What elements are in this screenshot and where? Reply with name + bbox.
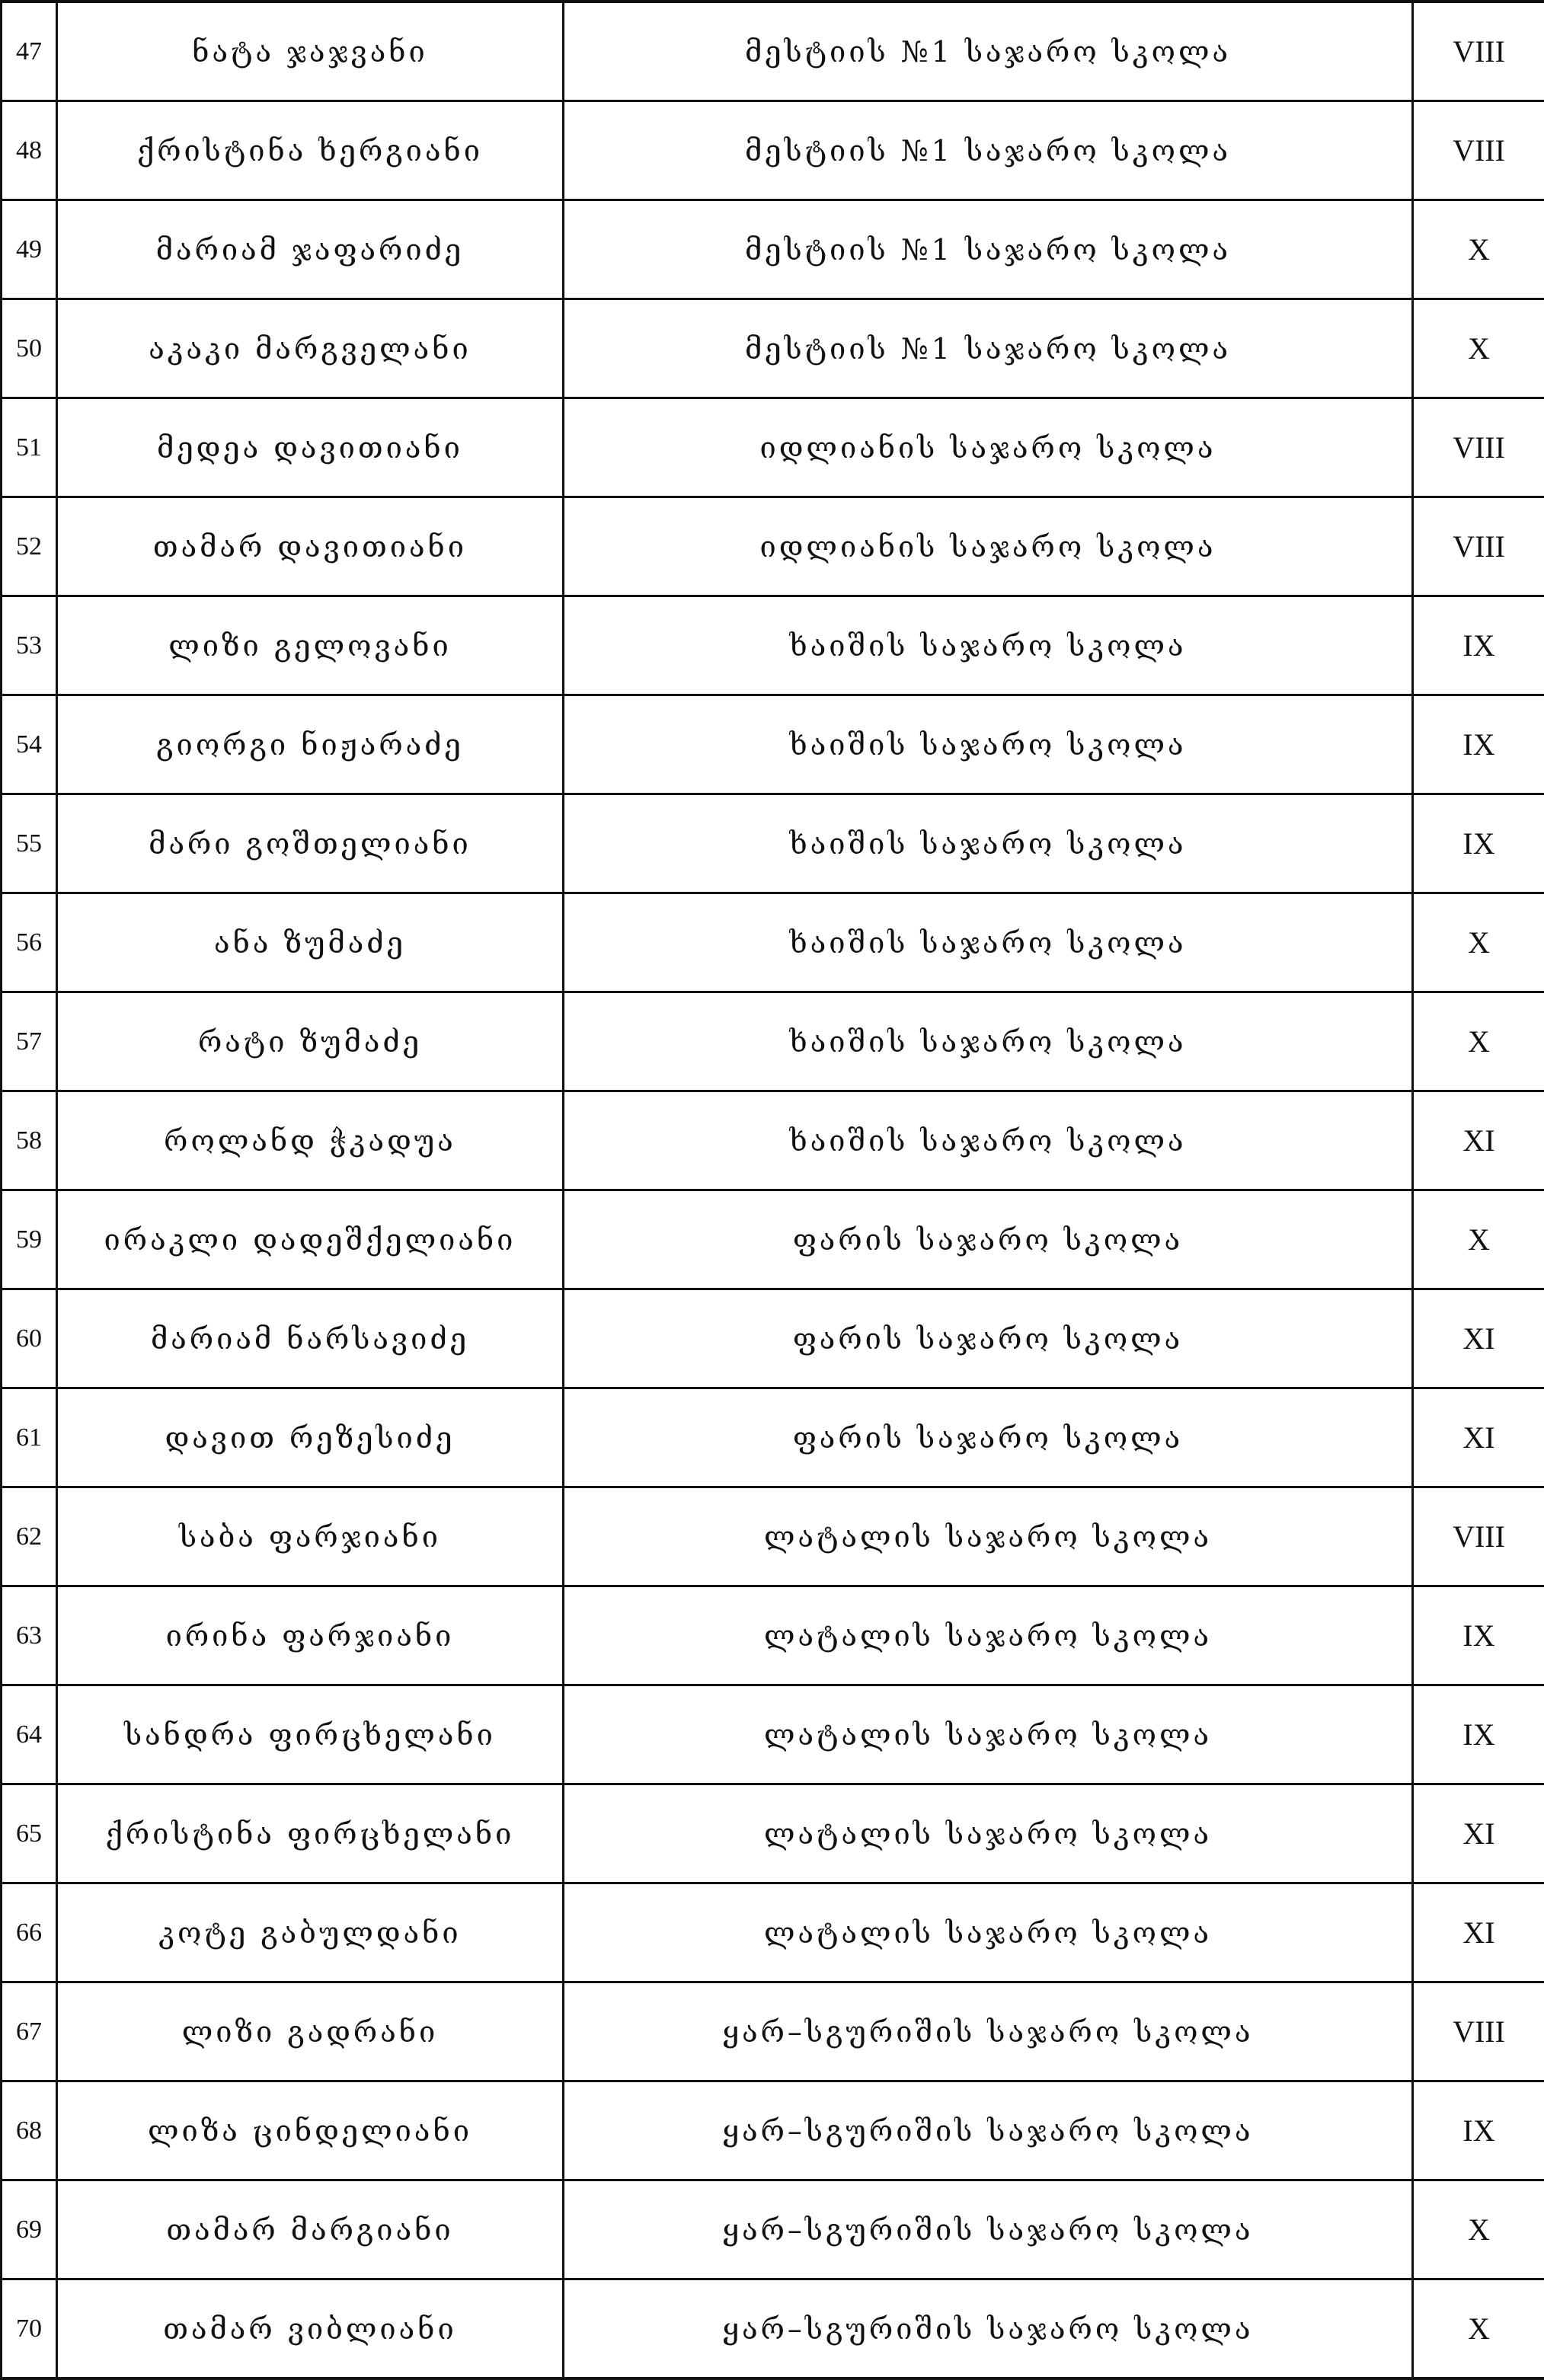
row-number-cell: 56 [2, 893, 57, 992]
table-row [2, 596, 1544, 695]
student-name-cell: ანა ზუმაძე [57, 893, 564, 992]
table-row [2, 497, 1544, 596]
grade-cell: IX [1413, 596, 1544, 695]
student-name-cell: მედეა დავითიანი [57, 398, 564, 497]
row-number-cell: 51 [2, 398, 57, 497]
student-name-cell: ქრისტინა ფირცხელანი [57, 1784, 564, 1883]
student-name-cell: მარი გოშთელიანი [57, 794, 564, 893]
student-name-cell: საბა ფარჯიანი [57, 1487, 564, 1586]
school-name-cell: ყარ–სგურიშის საჯარო სკოლა [564, 2180, 1413, 2279]
table-row [2, 1784, 1544, 1883]
grade-cell: XI [1413, 1784, 1544, 1883]
table-row [2, 1586, 1544, 1685]
student-name-cell: მარიამ ჯაფარიძე [57, 200, 564, 299]
row-number-cell: 64 [2, 1685, 57, 1784]
table-row [2, 2180, 1544, 2279]
student-name-cell: ლიზა ცინდელიანი [57, 2081, 564, 2180]
table-row [2, 1685, 1544, 1784]
row-number-cell: 53 [2, 596, 57, 695]
table-row [2, 1388, 1544, 1487]
table-row [2, 1091, 1544, 1190]
grade-cell: XI [1413, 1388, 1544, 1487]
table-row [2, 893, 1544, 992]
school-name-cell: ლატალის საჯარო სკოლა [564, 1784, 1413, 1883]
table-row [2, 2, 1544, 101]
grade-cell: X [1413, 200, 1544, 299]
student-name-cell: ნატა ჯაჯვანი [57, 2, 564, 101]
student-name-cell: თამარ მარგიანი [57, 2180, 564, 2279]
school-name-cell: ლატალის საჯარო სკოლა [564, 1586, 1413, 1685]
grade-cell: X [1413, 299, 1544, 398]
student-name-cell: კოტე გაბულდანი [57, 1883, 564, 1982]
row-number-cell: 65 [2, 1784, 57, 1883]
school-name-cell: ხაიშის საჯარო სკოლა [564, 893, 1413, 992]
table-row [2, 794, 1544, 893]
grade-cell: VIII [1413, 1982, 1544, 2081]
school-name-cell: მესტიის №1 საჯარო სკოლა [564, 101, 1413, 200]
school-name-cell: ლატალის საჯარო სკოლა [564, 1685, 1413, 1784]
row-number-cell: 70 [2, 2279, 57, 2379]
student-name-cell: მარიამ ნარსავიძე [57, 1289, 564, 1388]
row-number-cell: 62 [2, 1487, 57, 1586]
student-name-cell: დავით რეზესიძე [57, 1388, 564, 1487]
student-name-cell: ლიზი გადრანი [57, 1982, 564, 2081]
student-name-cell: ლიზი გელოვანი [57, 596, 564, 695]
table-row [2, 1487, 1544, 1586]
grade-cell: IX [1413, 695, 1544, 794]
school-name-cell: მესტიის №1 საჯარო სკოლა [564, 200, 1413, 299]
grade-cell: IX [1413, 2081, 1544, 2180]
table-row [2, 101, 1544, 200]
school-name-cell: ხაიშის საჯარო სკოლა [564, 596, 1413, 695]
table-row [2, 992, 1544, 1091]
student-name-cell: ქრისტინა ხერგიანი [57, 101, 564, 200]
school-name-cell: ფარის საჯარო სკოლა [564, 1190, 1413, 1289]
grade-cell: VIII [1413, 497, 1544, 596]
grade-cell: X [1413, 2279, 1544, 2379]
row-number-cell: 47 [2, 2, 57, 101]
row-number-cell: 54 [2, 695, 57, 794]
school-name-cell: მესტიის №1 საჯარო სკოლა [564, 2, 1413, 101]
school-name-cell: იდლიანის საჯარო სკოლა [564, 398, 1413, 497]
school-name-cell: ლატალის საჯარო სკოლა [564, 1883, 1413, 1982]
row-number-cell: 50 [2, 299, 57, 398]
student-name-cell: როლანდ ჭკადუა [57, 1091, 564, 1190]
table-row [2, 2081, 1544, 2180]
grade-cell: VIII [1413, 101, 1544, 200]
student-name-cell: აკაკი მარგველანი [57, 299, 564, 398]
table-row [2, 1190, 1544, 1289]
table-row [2, 2279, 1544, 2379]
row-number-cell: 69 [2, 2180, 57, 2279]
student-name-cell: გიორგი ნიჟარაძე [57, 695, 564, 794]
table-row [2, 1289, 1544, 1388]
row-number-cell: 60 [2, 1289, 57, 1388]
grade-cell: VIII [1413, 2, 1544, 101]
grade-cell: IX [1413, 1685, 1544, 1784]
table-row [2, 299, 1544, 398]
student-name-cell: თამარ ვიბლიანი [57, 2279, 564, 2379]
row-number-cell: 66 [2, 1883, 57, 1982]
student-name-cell: სანდრა ფირცხელანი [57, 1685, 564, 1784]
row-number-cell: 61 [2, 1388, 57, 1487]
grade-cell: X [1413, 2180, 1544, 2279]
grade-cell: XI [1413, 1883, 1544, 1982]
table-row [2, 1883, 1544, 1982]
row-number-cell: 48 [2, 101, 57, 200]
school-name-cell: მესტიის №1 საჯარო სკოლა [564, 299, 1413, 398]
row-number-cell: 49 [2, 200, 57, 299]
row-number-cell: 55 [2, 794, 57, 893]
school-name-cell: ყარ–სგურიშის საჯარო სკოლა [564, 2081, 1413, 2180]
table-row [2, 200, 1544, 299]
row-number-cell: 63 [2, 1586, 57, 1685]
school-name-cell: ყარ–სგურიშის საჯარო სკოლა [564, 2279, 1413, 2379]
row-number-cell: 67 [2, 1982, 57, 2081]
grade-cell: XI [1413, 1289, 1544, 1388]
student-name-cell: ირაკლი დადეშქელიანი [57, 1190, 564, 1289]
row-number-cell: 68 [2, 2081, 57, 2180]
school-name-cell: ლატალის საჯარო სკოლა [564, 1487, 1413, 1586]
grade-cell: XI [1413, 1091, 1544, 1190]
row-number-cell: 57 [2, 992, 57, 1091]
school-name-cell: ფარის საჯარო სკოლა [564, 1388, 1413, 1487]
row-number-cell: 52 [2, 497, 57, 596]
table-row [2, 695, 1544, 794]
table-body [2, 2, 1544, 2378]
grade-cell: IX [1413, 1586, 1544, 1685]
grade-cell: VIII [1413, 398, 1544, 497]
school-name-cell: იდლიანის საჯარო სკოლა [564, 497, 1413, 596]
school-name-cell: ხაიშის საჯარო სკოლა [564, 992, 1413, 1091]
grade-cell: X [1413, 893, 1544, 992]
row-number-cell: 59 [2, 1190, 57, 1289]
school-name-cell: ხაიშის საჯარო სკოლა [564, 695, 1413, 794]
grade-cell: VIII [1413, 1487, 1544, 1586]
school-name-cell: ფარის საჯარო სკოლა [564, 1289, 1413, 1388]
table-row [2, 1982, 1544, 2081]
row-number-cell: 58 [2, 1091, 57, 1190]
grade-cell: X [1413, 1190, 1544, 1289]
student-name-cell: რატი ზუმაძე [57, 992, 564, 1091]
school-name-cell: ყარ–სგურიშის საჯარო სკოლა [564, 1982, 1413, 2081]
student-name-cell: ირინა ფარჯიანი [57, 1586, 564, 1685]
student-name-cell: თამარ დავითიანი [57, 497, 564, 596]
school-name-cell: ხაიშის საჯარო სკოლა [564, 794, 1413, 893]
grade-cell: IX [1413, 794, 1544, 893]
table-row [2, 398, 1544, 497]
school-name-cell: ხაიშის საჯარო სკოლა [564, 1091, 1413, 1190]
grade-cell: X [1413, 992, 1544, 1091]
